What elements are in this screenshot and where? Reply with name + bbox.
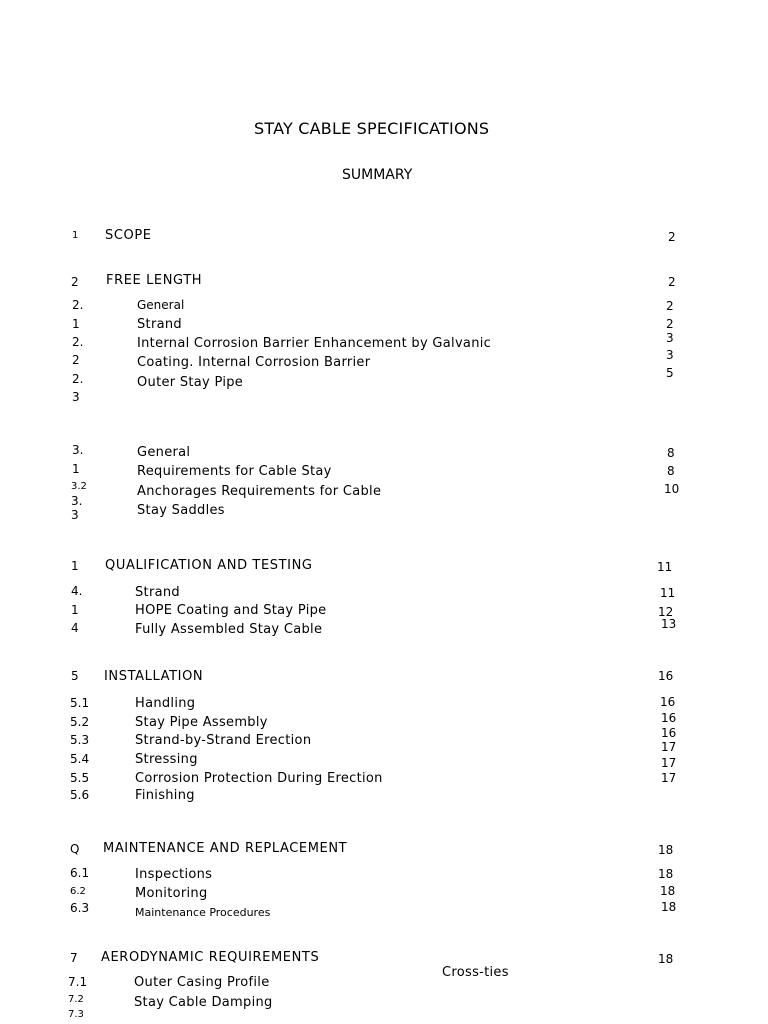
- page-number: 17: [661, 740, 677, 754]
- item-number: 5.2: [70, 715, 90, 729]
- item-title: Outer Casing Profile: [134, 975, 270, 990]
- item-number: 2.: [72, 298, 84, 312]
- page-number: 18: [658, 867, 674, 881]
- item-number: 5.4: [70, 752, 90, 766]
- item-number: 4.: [71, 584, 83, 598]
- page-number: 13: [661, 617, 677, 631]
- stray-text-cross-ties: Cross-ties: [442, 965, 509, 980]
- page-number: 2: [666, 299, 674, 313]
- item-number: 5.1: [70, 696, 90, 710]
- item-number: 5.5: [70, 771, 90, 785]
- page-number: 18: [658, 843, 674, 857]
- item-number: 6.3: [70, 901, 90, 915]
- document-subtitle: SUMMARY: [342, 167, 413, 183]
- page-number: 16: [661, 726, 677, 740]
- item-number: 3: [72, 390, 80, 404]
- section-heading: AERODYNAMIC REQUIREMENTS: [101, 950, 320, 965]
- item-number: 2: [72, 353, 80, 367]
- page-number: 18: [661, 900, 677, 914]
- item-number: 7.3: [68, 1009, 84, 1020]
- item-number: 1: [71, 603, 79, 617]
- page-number: 10: [664, 482, 680, 496]
- item-title: Maintenance Procedures: [135, 906, 271, 919]
- item-number: 6.1: [70, 866, 90, 880]
- page-number: 8: [667, 464, 675, 478]
- page-number: 12: [658, 605, 674, 619]
- item-title: Corrosion Protection During Erection: [135, 771, 383, 786]
- item-title: Anchorages Requirements for Cable: [137, 484, 382, 499]
- item-title: Stay Saddles: [137, 503, 225, 518]
- page-number: 16: [660, 695, 676, 709]
- page-number: 17: [661, 771, 677, 785]
- item-title: Stay Pipe Assembly: [135, 715, 268, 730]
- item-number: 6.2: [70, 886, 86, 897]
- item-number: 3.: [72, 443, 84, 457]
- item-title: Handling: [135, 696, 196, 711]
- page-number: 18: [658, 952, 674, 966]
- page-number: 11: [657, 560, 673, 574]
- item-number: 3.: [71, 494, 83, 508]
- item-number: 3.2: [71, 481, 87, 492]
- item-title: Monitoring: [135, 886, 208, 901]
- section-number: Q: [70, 842, 80, 856]
- page-number: 16: [658, 669, 674, 683]
- section-heading: MAINTENANCE AND REPLACEMENT: [103, 841, 348, 856]
- page-number: 3: [666, 331, 674, 345]
- page-number: 2: [668, 275, 676, 289]
- item-title: Stay Cable Damping: [134, 995, 273, 1010]
- item-number: 4: [71, 621, 79, 635]
- page-number: 2: [668, 230, 676, 244]
- section-heading: INSTALLATION: [104, 669, 204, 684]
- section-number: 2: [71, 275, 79, 289]
- page-number: 18: [660, 884, 676, 898]
- section-number: 7: [70, 951, 78, 965]
- item-title: General: [137, 298, 185, 312]
- page-number: 16: [661, 711, 677, 725]
- item-title: HOPE Coating and Stay Pipe: [135, 603, 327, 618]
- section-number: 1: [71, 559, 79, 573]
- item-title: Fully Assembled Stay Cable: [135, 622, 323, 637]
- section-heading: QUALIFICATION AND TESTING: [105, 558, 313, 573]
- item-number: 5.3: [70, 733, 90, 747]
- page-number: 11: [660, 586, 676, 600]
- page-number: 2: [666, 317, 674, 331]
- section-heading: SCOPE: [105, 228, 152, 243]
- section-number: 5: [71, 669, 79, 683]
- page-number: 5: [666, 366, 674, 380]
- item-number: 7.1: [68, 975, 88, 989]
- item-title: Finishing: [135, 788, 195, 803]
- item-title: Outer Stay Pipe: [137, 375, 244, 390]
- item-number: 1: [72, 462, 80, 476]
- item-number: 5.6: [70, 788, 90, 802]
- item-title: Inspections: [135, 867, 213, 882]
- item-number: 2.: [72, 335, 84, 349]
- item-number: 1: [72, 317, 80, 331]
- item-number: 3: [71, 508, 79, 522]
- item-title: Requirements for Cable Stay: [137, 464, 332, 479]
- document-title: STAY CABLE SPECIFICATIONS: [254, 119, 490, 138]
- section-number: 1: [72, 230, 79, 241]
- item-title: Internal Corrosion Barrier Enhancement by Galvanic: [137, 336, 492, 351]
- section-heading: FREE LENGTH: [106, 273, 203, 288]
- item-title: Strand: [137, 317, 182, 332]
- page-number: 17: [661, 756, 677, 770]
- item-title: General: [137, 445, 191, 460]
- item-title: Coating. Internal Corrosion Barrier: [137, 355, 371, 370]
- page-number: 3: [666, 348, 674, 362]
- page-number: 8: [667, 446, 675, 460]
- item-title: Stressing: [135, 752, 198, 767]
- item-number: 7.2: [68, 994, 84, 1005]
- item-title: Strand: [135, 585, 180, 600]
- item-title: Strand-by-Strand Erection: [135, 733, 312, 748]
- item-number: 2.: [72, 372, 84, 386]
